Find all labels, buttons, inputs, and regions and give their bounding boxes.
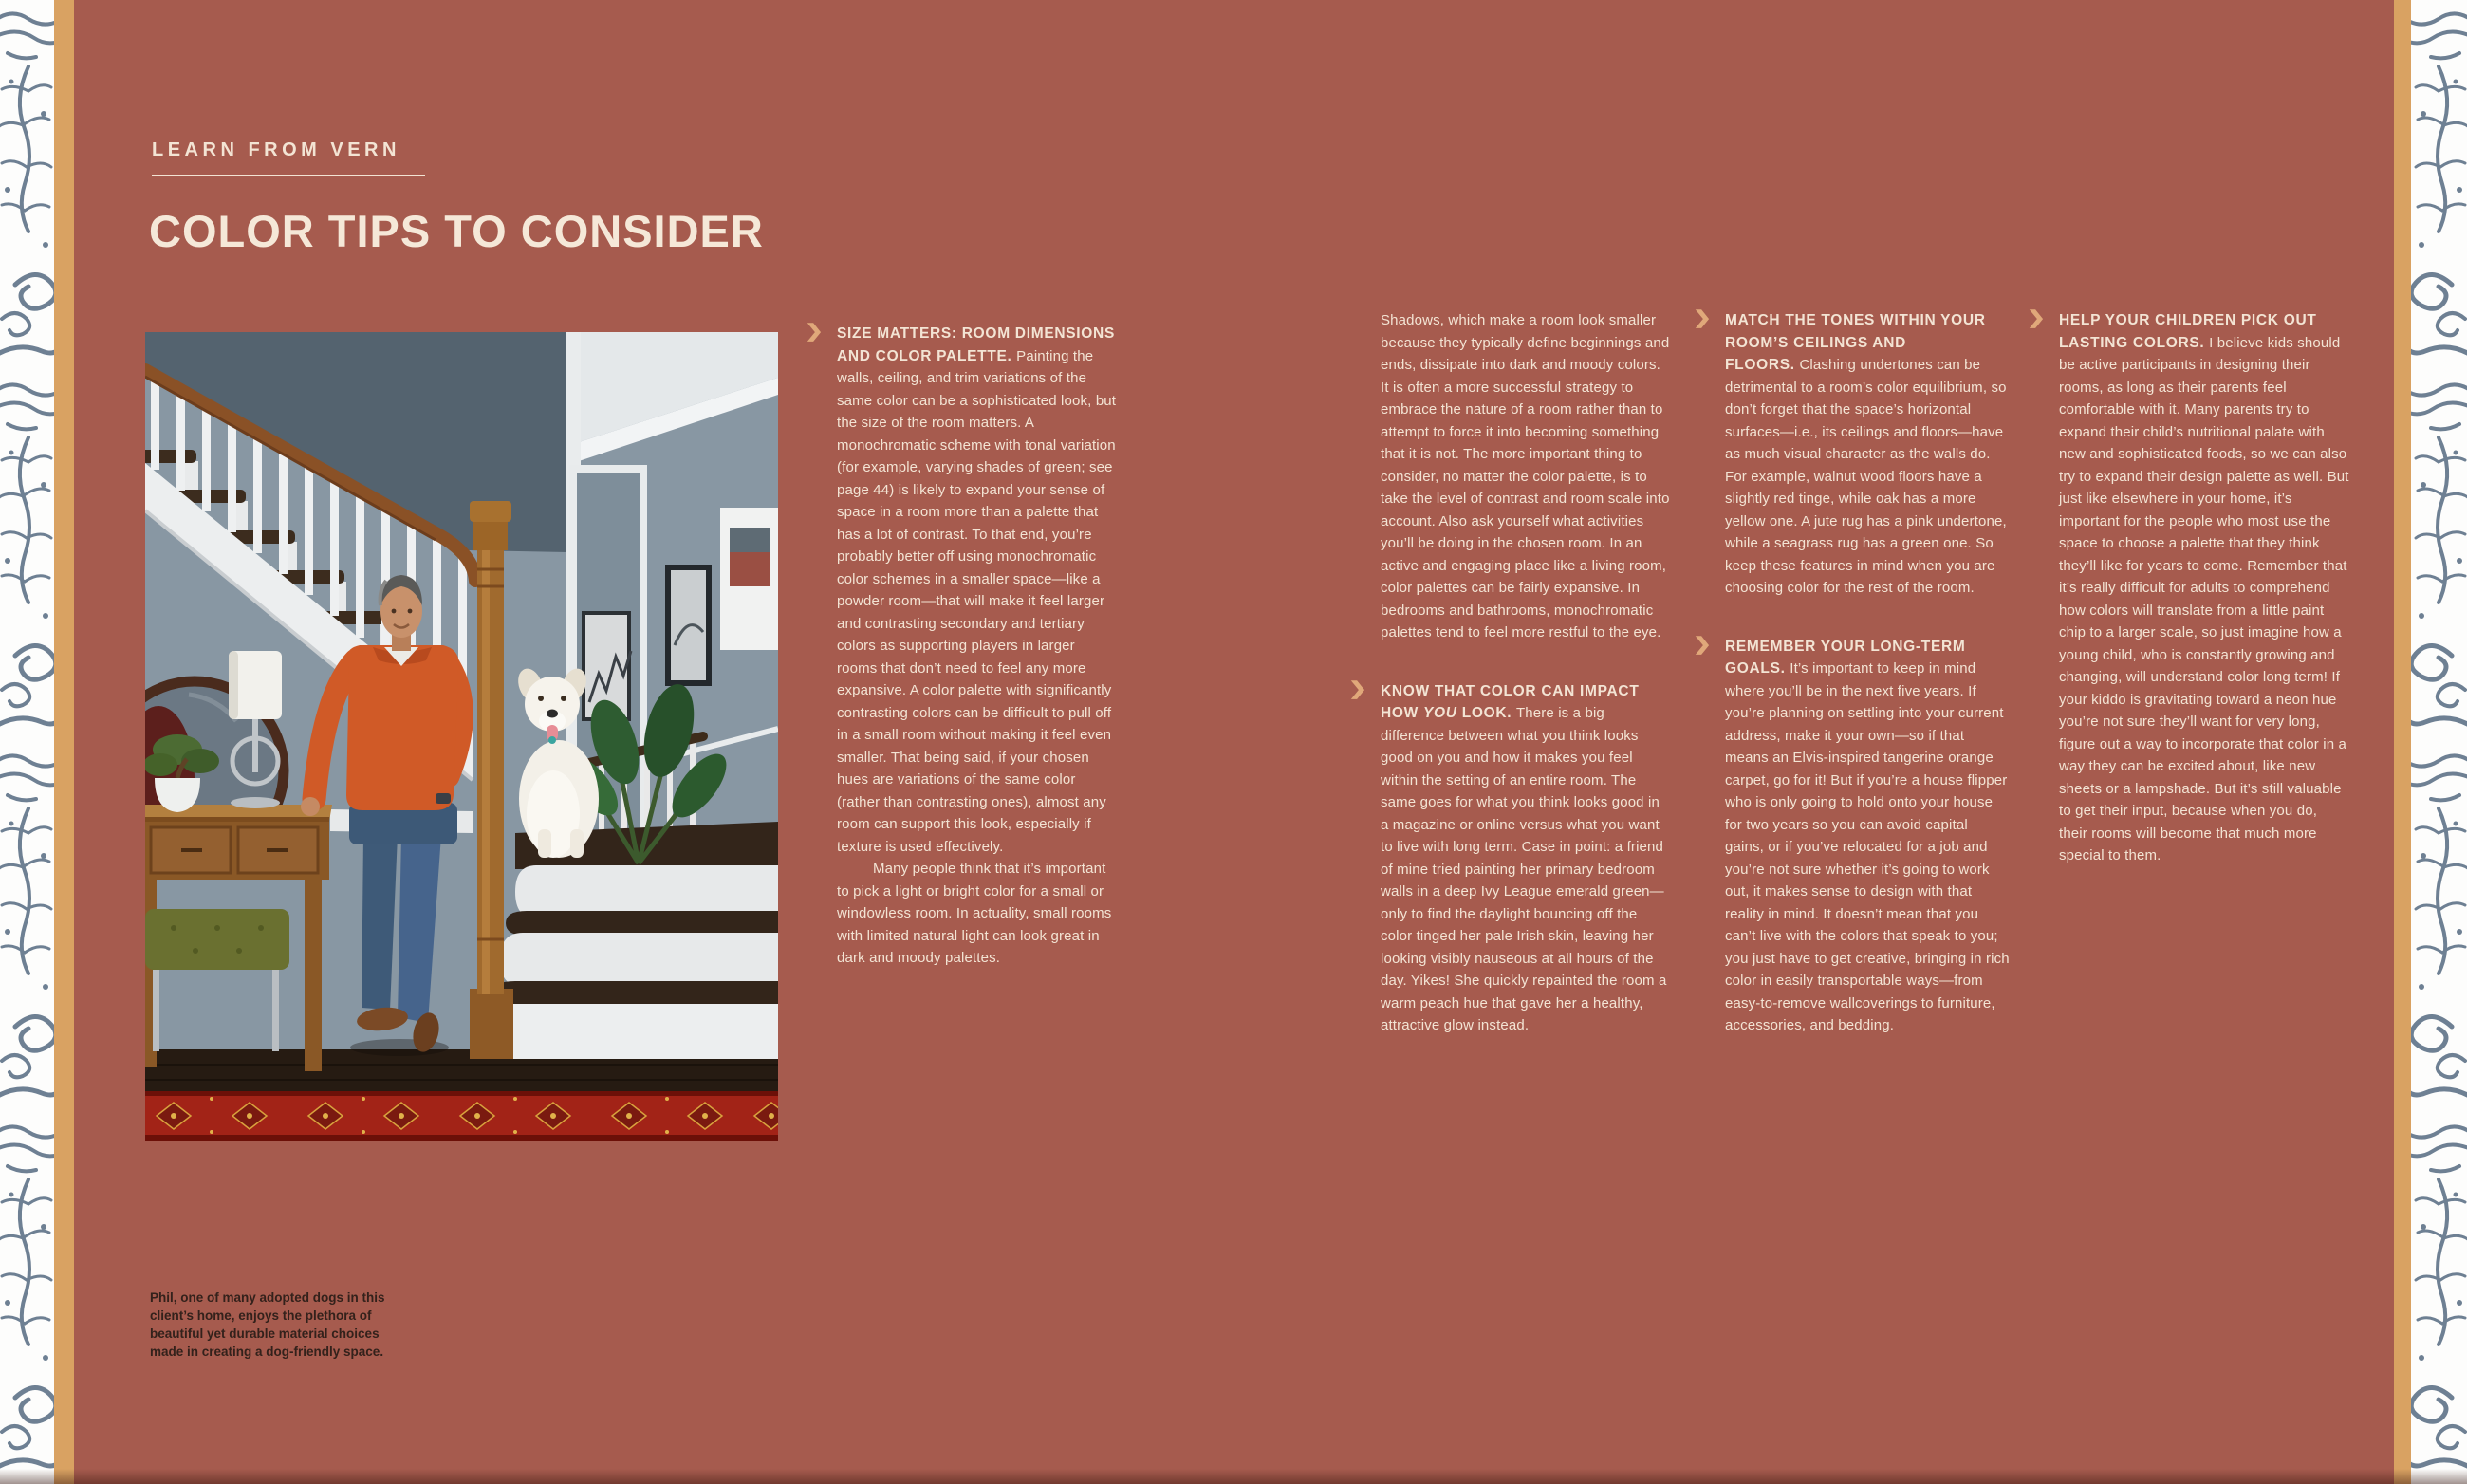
arrow-bullet-icon: ❯ [2027,308,2046,328]
section-eyebrow: LEARN FROM VERN [152,139,425,176]
arrow-bullet-icon: ❯ [1693,308,1712,328]
tips-column-4 [2027,309,2349,867]
photo-caption: Phil, one of many adopted dogs in this client’s home, enjoys the plethora of beautiful yet durable material choices made in creating a dog-friendly space. [150,1290,385,1360]
arrow-bullet-icon: ❯ [805,322,824,342]
tip-body: I believe kids should be active participants in designing their rooms, as long as their parents feel comfortable with it. Many parents try to expand their child’s nutritional palate with new and sophisticated foods, so we can also try to expand their design palette as well. But just like elsewhere in your home, it’s important for the people who most use the space to choose a palette that they think they’ll like for years to come. Remember that it’s really difficult for adults to comprehend how colors will translate from a little paint chip to a larger scale, so just imagine how a young child, who is constantly growing and changing, will understand color long term! If your kiddo is gravitating toward a neon hue you’re not sure they’ll want for very long, figure out a way to incorporate that color in a way they can be excited about, like new sheets or a lampshade. But it’s still valuable to get their input, because when you do, their rooms will become that much more special to them. [2059,334,2349,863]
staircase-photo [145,332,778,1141]
tip-heading: REMEMBER YOUR LONG-TERM GOALS. [1725,638,1966,677]
tip-heading: MATCH THE TONES WITHIN YOUR ROOM’S CEILINGS AND FLOORS. [1725,312,1986,373]
picture-frame-white [720,508,778,650]
page-bottom-shadow [0,1469,2467,1484]
tip-block [1693,636,2011,1037]
tip-heading: SIZE MATTERS: ROOM DIMENSIONS AND COLOR PALETTE. [837,325,1115,364]
toile-pattern-border-right [2411,0,2467,1484]
toile-pattern-border-left [0,0,54,1484]
lower-steps [484,822,778,1059]
tips-column-1 [805,323,1118,970]
tip-block [1693,309,2011,600]
tip-body: Many people think that it’s important to pick a light or bright color for a small or windowless room. In actuality, small rooms with limited natural light can look great in dark and moody palettes. [837,861,1112,966]
tips-column-3 [1693,309,2011,1037]
tip-block [805,323,1118,970]
tip-body: Painting the walls, ceiling, and trim variations of the same color can be a sophisticated look, but the size of the room matters. A monochromatic scheme with tonal variation (for example, varying shades of green; see page 44) is likely to expand your sense of space in a room more than a palette that has a lot of contrast. To that end, you’re probably better off using monochromatic color schemes in a smaller space—like a powder room—that will make it feel larger and contrasting secondary and tertiary colors as supporting players in larger rooms that don’t need to feel any more expansive. A color palette with significantly contrasting colors can be difficult to pull off in a small room without making it feel even smaller. That being said, if your chosen hues are variations of the same color (rather than contrasting ones), almost any room can support this look, especially if texture is used effectively. [837,347,1117,855]
tip-heading: HELP YOUR CHILDREN PICK OUT LASTING COLORS. [2059,312,2317,351]
tip-body: Shadows, which make a room look smaller because they typically define beginnings and ends, dissipate into dark and moody colors. It is often a more successful strategy to embrace the nature of a room rather than to attempt to force it into becoming something that it is not. The more important thing to consider, no matter the color palette, is to take the level of contrast and room scale into account. Also ask yourself what activities you’ll be doing in the chosen room. In an active and engaging place like a living room, color palettes can be fairly expansive. In bedrooms and bathrooms, monochromatic palettes tend to feel more restful to the eye. [1381,312,1670,640]
tip-body: Clashing undertones can be detrimental to a room’s color equilibrium, so don’t forget that the space’s horizontal surfaces—i.e., its ceilings and floors—have as much visual character as the walls do. For example, walnut wood floors have a slightly red tinge, while oak has a more yellow one. A jute rug has a pink undertone, while a seagrass rug has a green one. So keep these features in mind when you are choosing color for the rest of the room. [1725,357,2007,596]
arrow-bullet-icon: ❯ [1693,634,1712,655]
picture-frame-black [668,567,709,683]
arrow-bullet-icon: ❯ [1348,678,1367,699]
tips-column-2 [1348,309,1671,1037]
gold-band-right [2394,0,2411,1484]
tip-block [2027,309,2349,867]
tip-body: It’s important to keep in mind where you’ll be in the next five years. If you’re planning on settling into your current address, make it your own—so if that means an Elvis-inspired tangerine orange carpet, go for it! But if you’re a house flipper who is only going to hold onto your house for two years so you can avoid capital gains, or if you’ve relocated for a job and you’re not sure whether it’s going to work out, it makes sense to design with that reality in mind. It doesn’t mean that you can’t live with the colors that speak to you; you just have to get creative, bringing in rich color in easily transportable ways—from easy-to-remove wallcoverings to furniture, accessories, and bedding. [1725,660,2010,1033]
tip-heading: KNOW THAT COLOR CAN IMPACT HOW YOU LOOK. [1381,682,1640,721]
tip-body: There is a big difference between what you think looks good on you and how it makes you feel within the setting of an entire room. The same goes for what you think looks good in a magazine or online versus what you want to live with long term. Case in point: a friend of mine tried painting her primary bedroom walls in a deep Ivy League emerald green—only to find the daylight bouncing off the color tinged her pale Irish skin, leaving her looking visibly nauseous at all hours of the day. Yikes! She quickly repainted the room a warm peach hue that gave her a healthy, attractive glow instead. [1381,705,1667,1033]
gold-band-left [54,0,74,1484]
tip-block [1348,680,1671,1037]
tip-continuation-block [1348,309,1671,644]
page-title: COLOR TIPS TO CONSIDER [149,206,764,256]
oriental-rug [145,1091,778,1141]
